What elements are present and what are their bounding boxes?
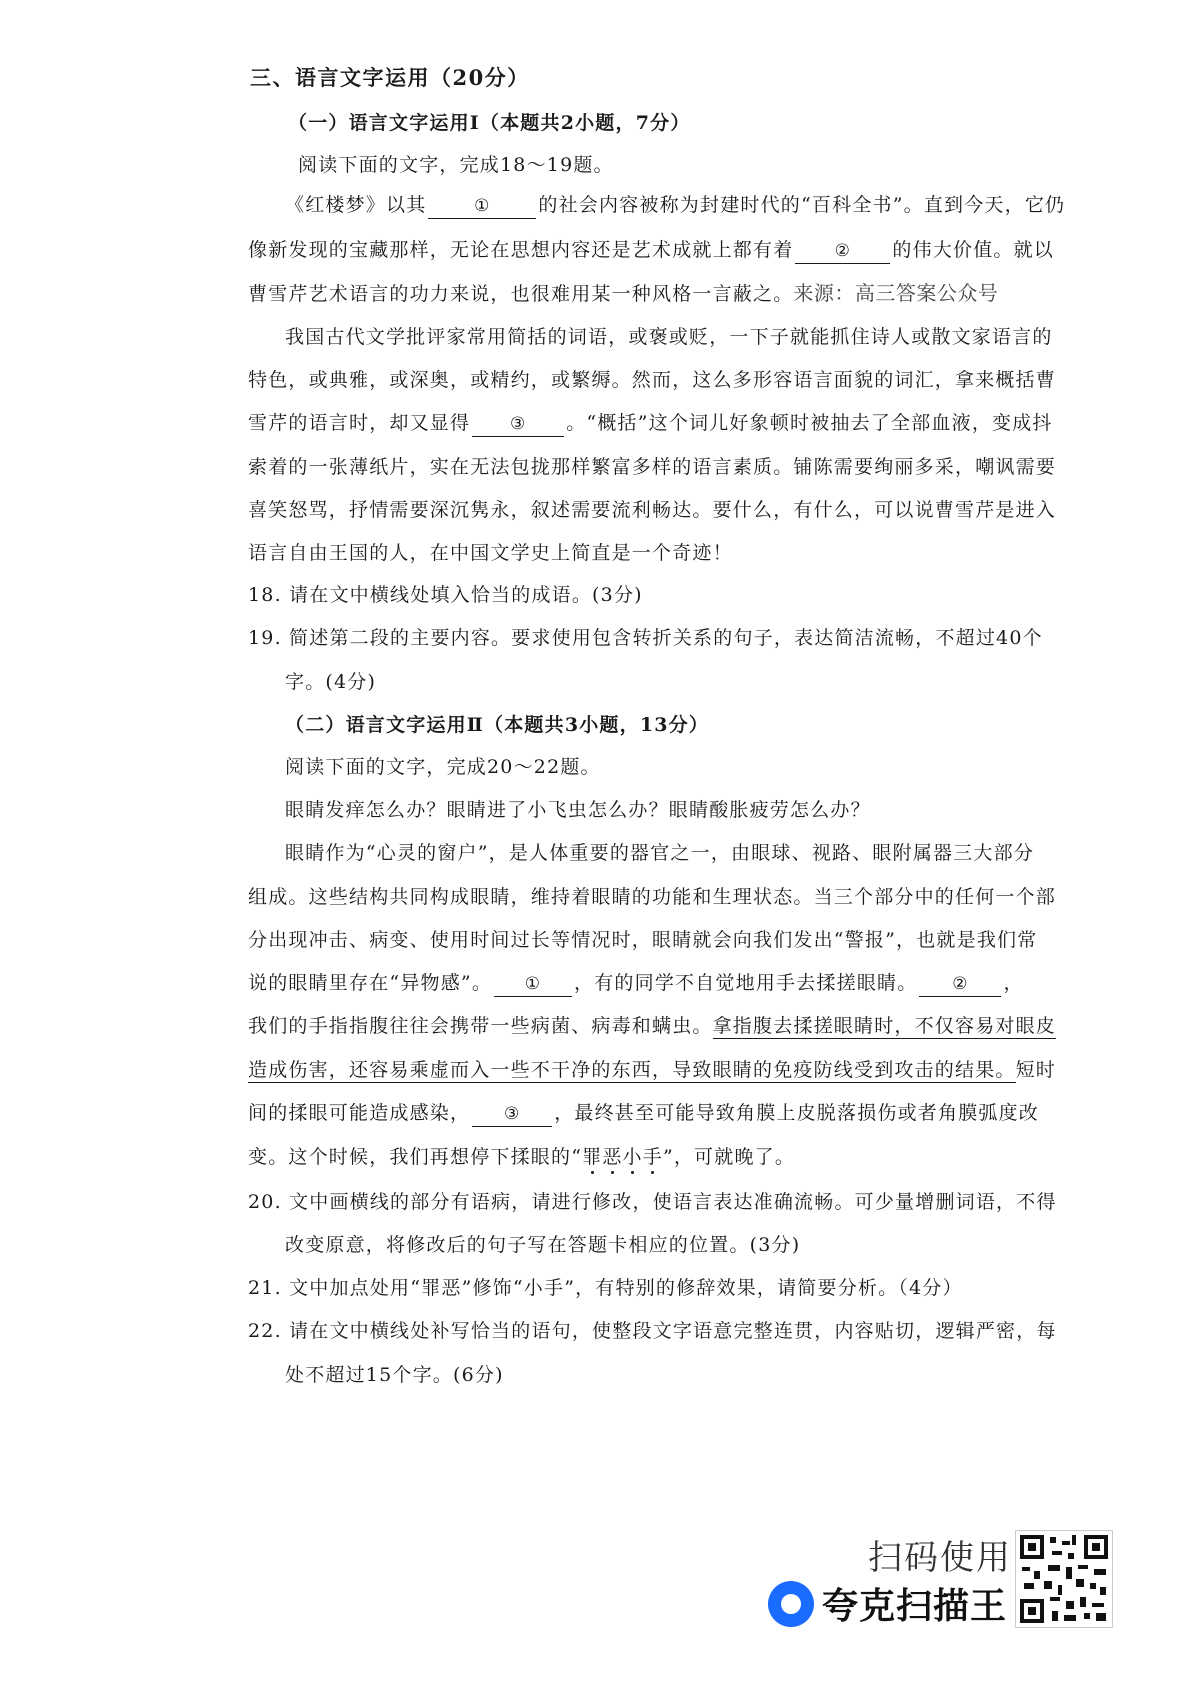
p3-line2: 组成。这些结构共同构成眼睛，维持着眼睛的功能和生理状态。当三个部分中的任何一个部 [248,886,1057,908]
question-20-line2: 改变原意，将修改后的句子写在答题卡相应的位置。(3分) [285,1234,801,1256]
part2-intro: 眼睛发痒怎么办？眼睛进了小飞虫怎么办？眼睛酸胀疲劳怎么办？ [285,799,871,821]
section-title: 三、语言文字运用（20分） [250,65,530,90]
brand-name: 夸克扫描王 [822,1586,1008,1627]
underlined-sentence-part1: 拿指腹去揉搓眼睛时，不仅容易对眼皮 [712,1015,1057,1037]
brand-watermark [768,1578,1007,1629]
quark-logo-icon [768,1581,814,1627]
p2-line2: 特色，或典雅，或深奥，或精约，或繁缛。然而，这么多形容语言面貌的词汇，拿来概括曹 [248,369,1057,391]
question-21: 21. 文中加点处用“罪恶”修饰“小手”，有特别的修辞效果，请简要分析。（4分） [248,1277,963,1299]
p2-line5: 喜笑怒骂，抒情需要深沉隽永，叙述需要流利畅达。要什么，有什么，可以说曹雪芹是进入 [248,499,1057,521]
p2-line1: 我国古代文学批评家常用简括的词语，或褒或贬，一下子就能抓住诗人或散文家语言的 [285,326,1053,348]
blank-1: ① [428,194,536,219]
question-19-line2: 字。(4分) [285,671,377,693]
p1-line3: 曹雪芹艺术语言的功力来说，也很难用某一种风格一言蔽之。来源：高三答案公众号 [248,281,999,305]
question-19-line1: 19. 简述第二段的主要内容。要求使用包含转折关系的句子，表达简洁流畅，不超过40个 [248,627,1043,649]
source-note: 来源：高三答案公众号 [793,281,999,305]
part1-instruction: 阅读下面的文字，完成18～19题。 [298,154,614,176]
p3-line4: 说的眼睛里存在“异物感”。 ① ，有的同学不自觉地用手去揉搓眼睛。 ② ， [248,968,1024,998]
part2-instruction: 阅读下面的文字，完成20～22题。 [285,756,601,778]
question-18: 18. 请在文中横线处填入恰当的成语。(3分) [248,584,643,606]
blank-p2-1: ① [494,972,572,997]
p2-line6: 语言自由王国的人，在中国文学史上简直是一个奇迹！ [248,542,733,564]
blank-p2-2: ② [919,972,1001,997]
p1-line2: 像新发现的宝藏那样，无论在思想内容还是艺术成就上都有着 ② 的伟大价值。就以 [248,235,1054,265]
qr-code-icon[interactable] [1015,1530,1113,1628]
p3-line1: 眼睛作为“心灵的窗户”，是人体重要的器官之一，由眼球、视路、眼附属器三大部分 [285,842,1035,864]
underlined-sentence-part2: 造成伤害，还容易乘虚而入一些不干净的东西，导致眼睛的免疫防线受到攻击的结果。 [248,1059,1016,1081]
part2-heading: （二）语言文字运用Ⅱ（本题共3小题，13分） [285,714,710,736]
emphasis-dot-char: 罪 [582,1146,603,1168]
p3-line8: 变。这个时候，我们再想停下揉眼的“罪恶小手”，可就晚了。 [248,1146,796,1168]
question-22-line2: 处不超过15个字。(6分) [285,1364,504,1386]
scan-to-use-label: 扫码使用 [868,1538,1012,1578]
question-22-line1: 22. 请在文中横线处补写恰当的语句，使整段文字语意完整连贯，内容贴切，逻辑严密，每 [248,1320,1057,1342]
p3-line5: 我们的手指指腹往往会携带一些病菌、病毒和螨虫。拿指腹去揉搓眼睛时，不仅容易对眼皮 [248,1015,1057,1037]
p3-line6: 造成伤害，还容易乘虚而入一些不干净的东西，导致眼睛的免疫防线受到攻击的结果。短时 [248,1059,1057,1081]
blank-2: ② [795,239,890,264]
emphasis-dot-char: 恶 [602,1146,623,1168]
p3-line7: 间的揉眼可能造成感染， ③ ，最终甚至可能导致角膜上皮脱落损伤或者角膜弧度改 [248,1098,1039,1128]
part1-heading: （一）语言文字运用Ⅰ（本题共2小题，7分） [288,112,691,134]
p1-line1: 《红楼梦》以其 ① 的社会内容被称为封建时代的“百科全书”。直到今天，它仍 [285,190,1065,220]
emphasis-dot-char: 手 [642,1146,663,1168]
p2-line3: 雪芹的语言时，却又显得 ③ 。“概括”这个词儿好象顿时被抽去了全部血液，变成抖 [248,408,1053,438]
p2-line4: 索着的一张薄纸片，实在无法包拢那样繁富多样的语言素质。铺陈需要绚丽多采，嘲讽需要 [248,456,1057,478]
question-20-line1: 20. 文中画横线的部分有语病，请进行修改，使语言表达准确流畅。可少量增删词语，不得 [248,1191,1057,1213]
emphasis-dot-char: 小 [622,1146,643,1168]
p3-line3: 分出现冲击、病变、使用时间过长等情况时，眼睛就会向我们发出“警报”，也就是我们常 [248,929,1038,951]
blank-p2-3: ③ [472,1102,552,1127]
blank-3: ③ [472,412,564,437]
